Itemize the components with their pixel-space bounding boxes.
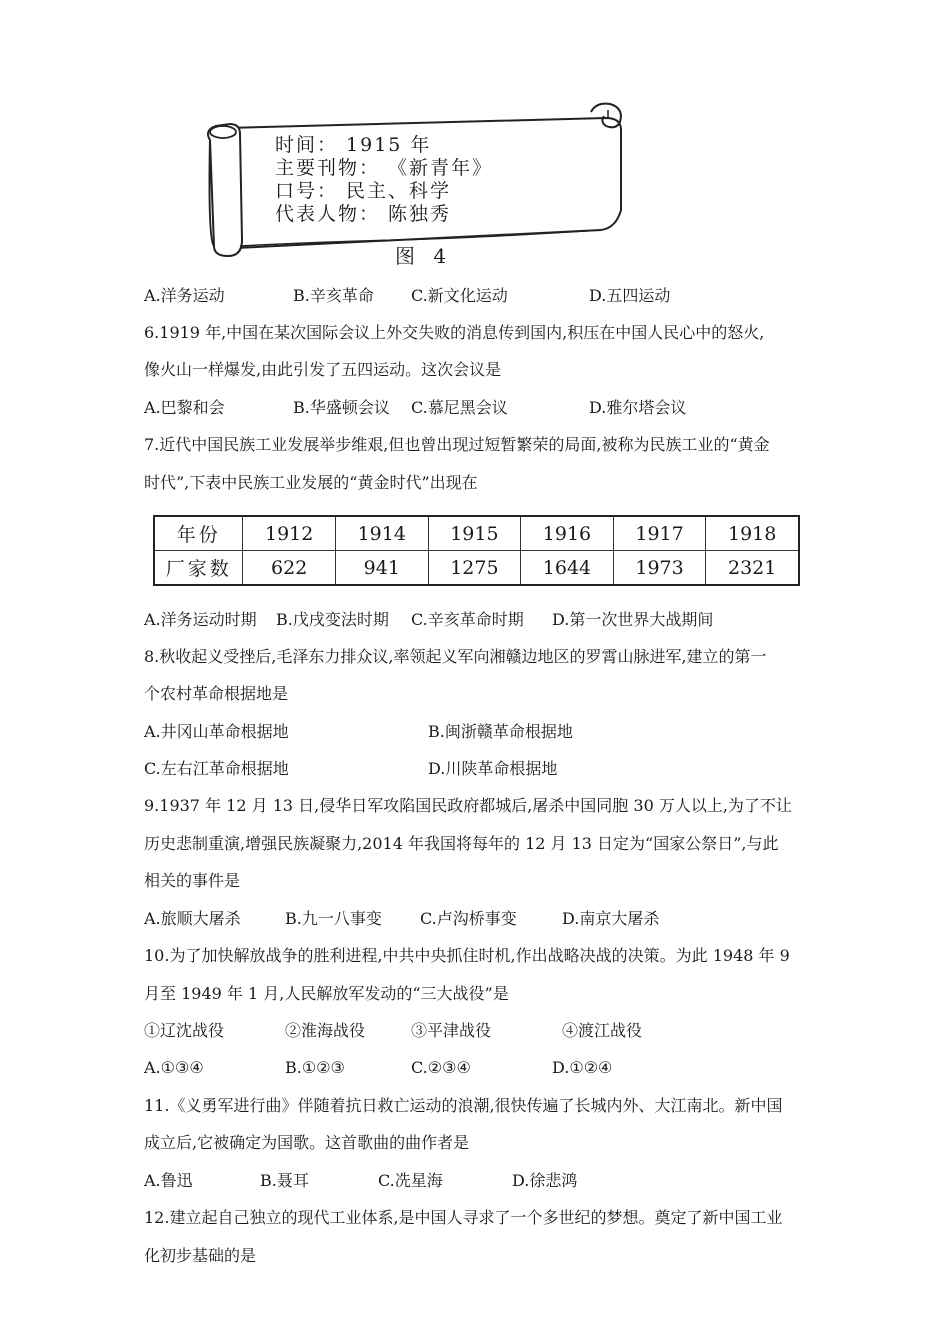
q10-stem-line-1: 10.为了加快解放战争的胜利进程,中共中央抓住时机,作出战略决战的决策。为此 1948 年 9 [144, 946, 790, 965]
q6-stem-line-1: 6.1919 年,中国在某次国际会议上外交失败的消息传到国内,积压在中国人民心中的怒火, [144, 323, 765, 342]
q10-item-4: ④渡江战役 [562, 1021, 643, 1040]
table-cell: 1914 [335, 516, 428, 551]
q6-option-c[interactable]: C.慕尼黑会议 [411, 398, 508, 417]
table-cell: 2321 [706, 551, 799, 586]
q10-option-b[interactable]: B.①②③ [285, 1058, 345, 1077]
q8-option-a[interactable]: A.井冈山革命根据地 [144, 722, 289, 741]
q10-item-2: ②淮海战役 [285, 1021, 366, 1040]
q11-option-c[interactable]: C.冼星海 [378, 1171, 443, 1190]
table-cell: 1917 [613, 516, 706, 551]
q10-option-a[interactable]: A.①③④ [144, 1058, 204, 1077]
q10-item-1: ①辽沈战役 [144, 1021, 225, 1040]
q9-stem-line-2: 历史悲制重演,增强民族凝聚力,2014 年我国将每年的 12 月 13 日定为“国家公祭日”,与此 [144, 834, 779, 853]
table-cell: 1915 [428, 516, 521, 551]
q8-option-c[interactable]: C.左右江革命根据地 [144, 759, 289, 778]
table-row-count [154, 551, 799, 586]
q9-stem-line-3: 相关的事件是 [144, 871, 241, 890]
q5-option-d[interactable]: D.五四运动 [589, 286, 671, 305]
q10-option-d[interactable]: D.①②④ [552, 1058, 613, 1077]
q11-stem-line-1: 11.《义勇军进行曲》伴随着抗日救亡运动的浪潮,很快传遍了长城内外、大江南北。新中国 [144, 1096, 783, 1115]
q8-option-b[interactable]: B.闽浙赣革命根据地 [428, 722, 573, 741]
table-cell: 1912 [243, 516, 336, 551]
q11-option-d[interactable]: D.徐悲鸿 [512, 1171, 578, 1190]
factory-count-table [153, 515, 800, 586]
q12-stem-line-2: 化初步基础的是 [144, 1246, 257, 1265]
table-header-year: 年份 [154, 516, 243, 551]
q8-option-d[interactable]: D.川陕革命根据地 [428, 759, 558, 778]
q9-stem-line-1: 9.1937 年 12 月 13 日,侵华日军攻陷国民政府都城后,屠杀中国同胞 30 万人以上,为了不让 [144, 796, 792, 815]
q7-option-d[interactable]: D.第一次世界大战期间 [552, 610, 714, 629]
q10-option-c[interactable]: C.②③④ [411, 1058, 471, 1077]
q11-stem-line-2: 成立后,它被确定为国歌。这首歌曲的曲作者是 [144, 1133, 470, 1152]
figure-caption: 图 4 [395, 244, 453, 268]
table-cell: 1973 [613, 551, 706, 586]
q9-option-a[interactable]: A.旅顺大屠杀 [144, 909, 241, 928]
q7-option-b[interactable]: B.戊戌变法时期 [276, 610, 389, 629]
q9-option-b[interactable]: B.九一八事变 [285, 909, 382, 928]
q8-stem-line-2: 个农村革命根据地是 [144, 684, 289, 703]
q7-stem-line-2: 时代”,下表中民族工业发展的“黄金时代”出现在 [144, 473, 478, 492]
q12-stem-line-1: 12.建立起自己独立的现代工业体系,是中国人寻求了一个多世纪的梦想。奠定了新中国工业 [144, 1208, 783, 1227]
q10-stem-line-2: 月至 1949 年 1 月,人民解放军发动的“三大战役”是 [144, 984, 509, 1003]
table-cell: 1275 [428, 551, 521, 586]
table-cell: 941 [335, 551, 428, 586]
q9-option-d[interactable]: D.南京大屠杀 [562, 909, 660, 928]
q6-option-a[interactable]: A.巴黎和会 [144, 398, 225, 417]
q5-option-c[interactable]: C.新文化运动 [411, 286, 508, 305]
q9-option-c[interactable]: C.卢沟桥事变 [420, 909, 517, 928]
q6-option-d[interactable]: D.雅尔塔会议 [589, 398, 687, 417]
q6-option-b[interactable]: B.华盛顿会议 [293, 398, 390, 417]
table-cell: 1918 [706, 516, 799, 551]
table-cell: 622 [243, 551, 336, 586]
figure-line-slogan: 口号： 民主、科学 [275, 180, 452, 202]
figure-line-figure: 代表人物： 陈独秀 [275, 203, 452, 225]
q5-option-b[interactable]: B.辛亥革命 [293, 286, 374, 305]
q11-option-b[interactable]: B.聂耳 [260, 1171, 309, 1190]
q11-option-a[interactable]: A.鲁迅 [144, 1171, 193, 1190]
q7-stem-line-1: 7.近代中国民族工业发展举步维艰,但也曾出现过短暂繁荣的局面,被称为民族工业的“黄金 [144, 435, 770, 454]
table-row-year [154, 516, 799, 551]
q5-option-a[interactable]: A.洋务运动 [144, 286, 225, 305]
q6-stem-line-2: 像火山一样爆发,由此引发了五四运动。这次会议是 [144, 360, 502, 379]
table-cell: 1916 [521, 516, 614, 551]
q10-item-3: ③平津战役 [411, 1021, 492, 1040]
table-cell: 1644 [521, 551, 614, 586]
q7-option-a[interactable]: A.洋务运动时期 [144, 610, 257, 629]
figure-line-time: 时间： 1915 年 [275, 134, 432, 156]
figure-line-journal: 主要刊物： 《新青年》 [275, 157, 494, 179]
q8-stem-line-1: 8.秋收起义受挫后,毛泽东力排众议,率领起义军向湘赣边地区的罗霄山脉进军,建立的第一 [144, 647, 767, 666]
table-header-count: 厂家数 [154, 551, 243, 586]
q7-option-c[interactable]: C.辛亥革命时期 [411, 610, 524, 629]
